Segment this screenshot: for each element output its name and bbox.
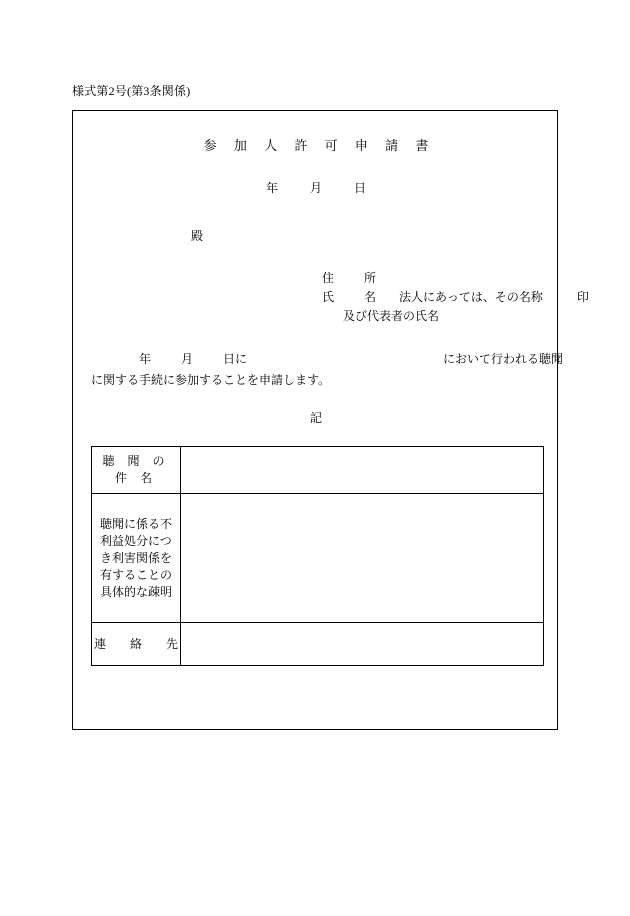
form-number: 様式第2号(第3条関係) [72, 84, 191, 98]
row-value-interest-proof[interactable] [181, 494, 544, 623]
addressee-label: 殿 [191, 229, 204, 243]
corporate-note-line2: 及び代表者の氏名 [343, 309, 440, 323]
label-line-4: 有することの [99, 567, 172, 582]
ki-marker: 記 [309, 411, 322, 425]
applicant-address-row [313, 269, 589, 288]
table-row [92, 494, 544, 623]
statement-place-clause: において行われる聴聞 [443, 352, 564, 366]
seal-mark: 印 [576, 290, 589, 304]
label-line-1: 聴聞に係る不 [99, 516, 172, 531]
label-line-3: き利害関係を [99, 550, 172, 565]
statement-year: 年 [139, 352, 152, 366]
statement-block [91, 349, 564, 391]
items-table [91, 446, 544, 666]
row-label-interest-proof [92, 494, 181, 623]
applicant-name-row [313, 288, 589, 307]
form-border-box [72, 110, 589, 730]
statement-line-2: に関する手続に参加することを申請します。 [91, 373, 331, 387]
row-label-subject: 聴 聞 の 件 名 [92, 447, 181, 494]
table-row [92, 623, 544, 666]
table-row [92, 447, 544, 494]
row-label-contact: 連 絡 先 [92, 623, 181, 666]
corporate-note-line1: 法人にあっては、その名称 [399, 290, 543, 304]
statement-day: 日に [223, 352, 248, 366]
label-line-5: 具体的な疎明 [99, 584, 172, 599]
label-line-2: 利益処分につ [99, 533, 172, 548]
row-value-subject[interactable] [181, 447, 544, 494]
date-month: 月 [309, 181, 322, 195]
date-day: 日 [354, 181, 367, 195]
applicant-corporate-row2 [313, 307, 589, 326]
statement-line-1 [91, 349, 564, 370]
name-label: 氏 名 [322, 290, 386, 304]
address-label: 住 所 [322, 271, 386, 285]
date-line [73, 179, 559, 196]
page-title: 参 加 人 許 可 申 請 書 [203, 138, 436, 153]
date-year: 年 [265, 181, 278, 195]
statement-month: 月 [181, 352, 194, 366]
row-value-contact[interactable] [181, 623, 544, 666]
applicant-block [313, 269, 589, 326]
